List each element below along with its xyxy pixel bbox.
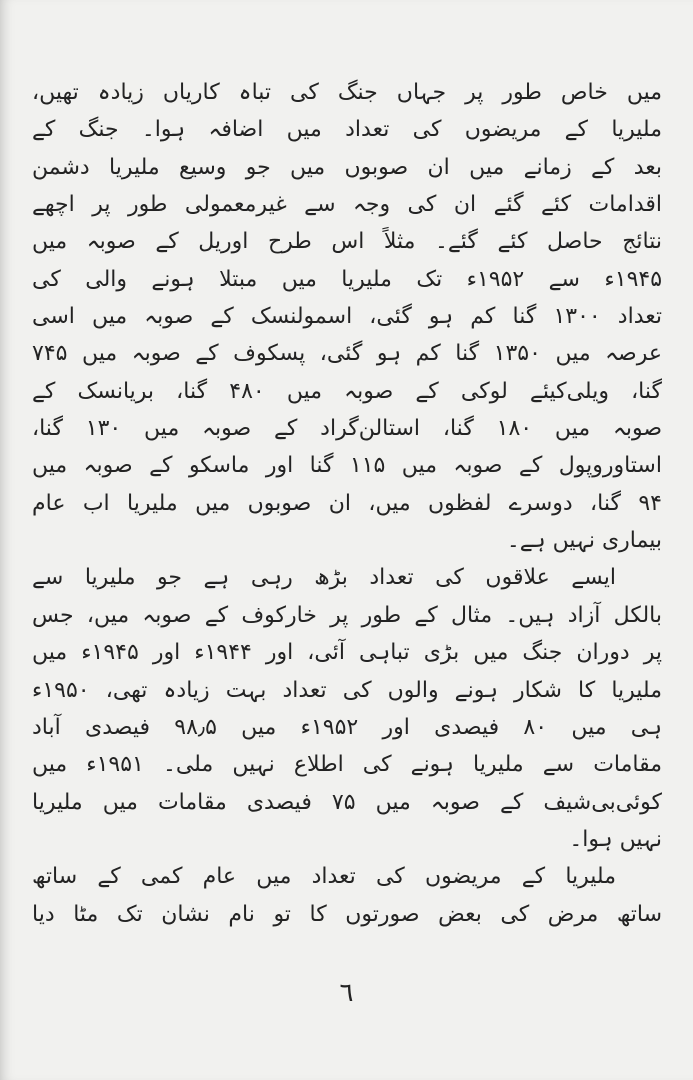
paragraph-1 xyxy=(32,74,662,559)
text-line: عرصہ میں ۱۳۵۰ گنا کم ہو گئی، پسکوف کے صوبہ میں ۷۴۵ xyxy=(32,341,662,367)
text-line: استاوروپول کے صوبہ میں ۱۱۵ گنا اور ماسکو کے صوبہ میں xyxy=(32,453,662,479)
text-line: کوئی‌بی‌شیف کے صوبہ میں ۷۵ فیصدی مقامات میں ملیریا xyxy=(32,789,662,815)
text-line: میں خاص طور پر جہاں جنگ کی تباہ کاریاں زیادہ تھیں، xyxy=(32,80,662,105)
text-line: بیماری نہیں ہے۔ xyxy=(506,528,662,554)
text-line: نہیں ہوا۔ xyxy=(569,826,662,852)
text-line: ملیریا کے مریضوں کی تعداد میں عام کمی کے ساتھ xyxy=(32,864,616,890)
body-text xyxy=(32,74,662,933)
text-line: ایسے علاقوں کی تعداد بڑھ رہی ہے جو ملیریا سے xyxy=(32,565,616,591)
text-line: نتائج حاصل کئے گئے۔ مثلاً اس طرح اوریل کے صوبہ میں xyxy=(32,229,662,255)
text-line: مقامات سے ملیریا ہونے کی اطلاع نہیں ملی۔ ۱۹۵۱ء میں xyxy=(32,752,662,778)
paragraph-3 xyxy=(32,858,662,933)
text-line: بالکل آزاد ہیں۔ مثال کے طور پر خارکوف کے صوبہ میں، جس xyxy=(32,602,662,628)
text-line: ۱۹۴۵ء سے ۱۹۵۲ء تک ملیریا میں مبتلا ہونے والی کی xyxy=(32,266,662,292)
text-line: اقدامات کئے گئے ان کی وجہ سے غیرمعمولی طور پر اچھے xyxy=(32,192,662,218)
text-line: ۹۴ گنا، دوسرے لفظوں میں، ان صوبوں میں ملیریا اب عام xyxy=(32,490,662,516)
text-line: بعد کے زمانے میں ان صوبوں میں جو وسیع ملیریا دشمن xyxy=(32,154,662,180)
text-line: ملیریا کا شکار ہونے والوں کی تعداد بہت زیادہ تھی، ۱۹۵۰ء xyxy=(32,677,662,703)
paragraph-2 xyxy=(32,559,662,858)
text-line: ہی میں ۸۰ فیصدی اور ۱۹۵۲ء میں ۹۸٫۵ فیصدی آباد xyxy=(32,714,662,740)
text-line: ساتھ مرض کی بعض صورتوں کا تو نام نشان تک مٹا دیا xyxy=(32,901,662,927)
text-line: پر دوران جنگ میں بڑی تباہی آئی، اور ۱۹۴۴ء اور ۱۹۴۵ء میں xyxy=(32,640,662,666)
page-number: ٦ xyxy=(339,978,354,1008)
text-line: تعداد ۱۳۰۰ گنا کم ہو گئی، اسمولنسک کے صوبہ میں اسی xyxy=(32,304,662,330)
text-line: صوبہ میں ۱۸۰ گنا، استالن‌گراد کے صوبہ میں ۱۳۰ گنا، xyxy=(32,416,662,442)
text-line: ملیریا کے مریضوں کی تعداد میں اضافہ ہوا۔ جنگ کے xyxy=(32,117,662,143)
text-line: گنا، ویلی‌کیئے لوکی کے صوبہ میں ۴۸۰ گنا، بریانسک کے xyxy=(32,378,662,404)
